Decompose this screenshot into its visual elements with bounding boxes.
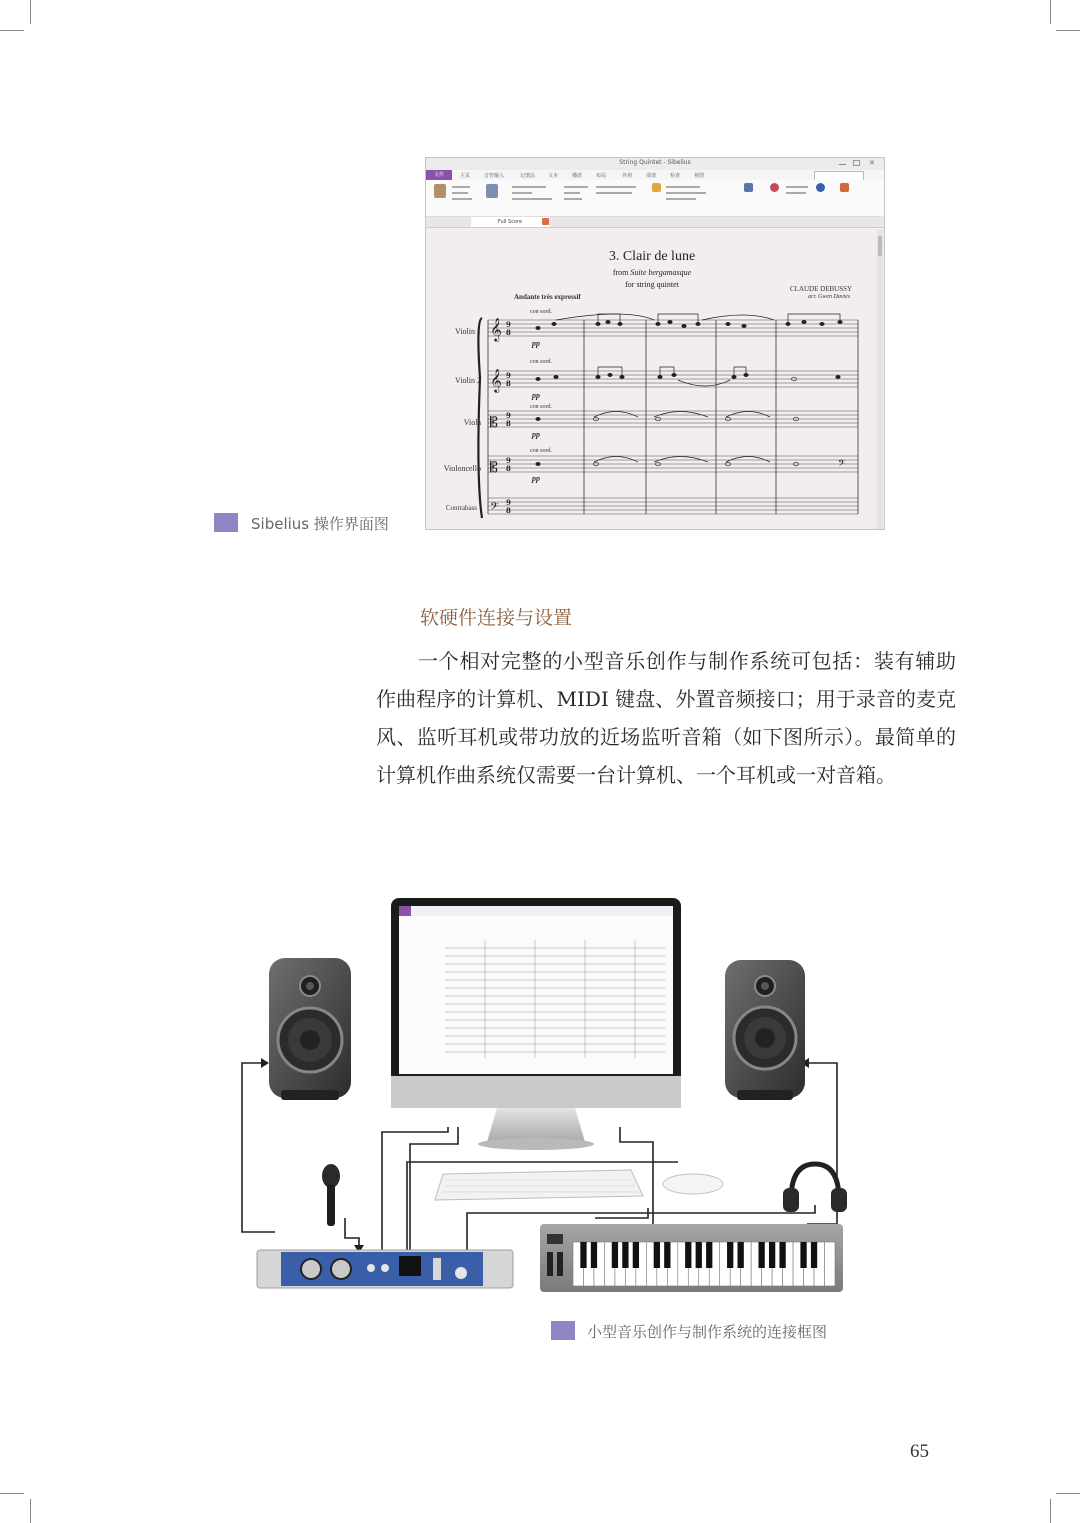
left-speaker [269,958,351,1100]
ribbon-label [564,198,582,200]
crop-mark [1050,1499,1051,1523]
con-sord-label: con sord. [530,359,552,365]
ribbon-label [666,198,696,200]
instrument-name: Contrabass [445,504,477,512]
ribbon-toolbar [426,180,884,217]
black-key [758,1242,764,1268]
page-number: 65 [910,1441,929,1462]
window-title: String Quintet - Sibelius [619,159,691,166]
subtitle-from: from [612,268,629,277]
ribbon-tabs [426,170,884,180]
svg-text:8: 8 [506,328,511,337]
barlines [488,320,858,514]
black-key [696,1242,702,1268]
svg-text:𝄢: 𝄢 [838,458,846,471]
ribbon-label [596,192,632,194]
section-heading: 软硬件连接与设置 [420,607,573,629]
clefs [490,317,502,516]
black-key [769,1242,775,1268]
close-icon: ✕ [869,159,875,167]
info-icon [816,183,825,192]
crop-mark [0,1493,24,1494]
black-key [580,1242,586,1268]
crop-mark [30,0,31,24]
document-tab-bar [426,217,884,228]
svg-text:9: 9 [506,371,511,380]
black-key [727,1242,733,1268]
audio-interface [257,1250,513,1288]
score-title: 3. Clair de lune [608,249,696,264]
right-speaker [725,960,805,1100]
microphone [322,1164,340,1226]
svg-text:𝄡: 𝄡 [490,415,498,431]
ribbon-label [512,192,532,194]
computer-keyboard [435,1170,643,1200]
black-keys [580,1242,817,1268]
subtitle-work: Suite bergamasque [630,268,692,277]
ribbon-label [786,192,806,194]
menu-item: 记谱法 [520,173,536,179]
ribbon-label [564,192,580,194]
file-tab: 文件 [426,170,452,180]
svg-text:9: 9 [506,498,511,507]
scroll-thumb [878,236,882,256]
black-key [800,1242,806,1268]
ribbon-label [452,198,472,200]
menu-item: 文本 [548,173,559,179]
svg-text:9: 9 [506,320,511,329]
crop-mark [30,1499,31,1523]
composer: CLAUDE DEBUSSY [790,285,853,293]
black-key [685,1242,691,1268]
dynamic-marking: pp [532,430,540,439]
menu-item: 部谱 [646,173,657,179]
dynamic-marking: pp [532,474,540,483]
menu-item: 音符输入 [484,173,505,179]
menu-item: 主页 [460,173,471,179]
con-sord-label: con sord. [530,404,552,410]
ribbon-label [512,186,546,188]
black-key [633,1242,639,1268]
crop-mark [0,30,24,31]
sibelius-screenshot [425,157,885,530]
menu-item: 播放 [572,173,583,179]
figure-caption: Sibelius 操作界面图 [251,515,389,533]
paragraph-text: 一个相对完整的小型音乐创作与制作系统可包括：装有辅助作曲程序的计算机、MIDI 键盘、外置音频接口；用于录音的麦克风、监听耳机或带功放的近场监听音箱（如下图所示）。最简单的计算机作曲系统仅需要一台计算机、一个耳机或一对音箱。 [376,649,956,787]
notes-lower-strings [536,412,845,472]
crop-mark [1056,1493,1080,1494]
instrument-name: Violoncello [443,464,481,473]
ribbon-label [786,186,808,188]
ribbon-label [564,186,588,188]
crop-mark [1050,0,1051,24]
ribbon-label [512,198,552,200]
ribbon-label [452,186,470,188]
ribbon-label [596,186,636,188]
white-key [825,1242,835,1286]
black-key [612,1242,618,1268]
svg-text:𝄞: 𝄞 [490,368,502,392]
caption-marker [214,513,238,532]
computer-monitor [391,898,681,1150]
black-key [664,1242,670,1268]
svg-text:8: 8 [506,379,511,388]
minimize-icon [839,160,846,165]
instrument-name: Viola [463,418,481,427]
svg-text:𝄡: 𝄡 [490,460,498,476]
black-key [654,1242,660,1268]
caption-marker [551,1321,575,1340]
score-page [426,228,878,530]
svg-text:𝄢: 𝄢 [490,501,499,516]
con-sord-label: con sord. [530,448,552,454]
dynamic-marking: pp [532,391,540,400]
paste-icon [434,184,446,198]
body-paragraph [376,642,956,794]
properties-icon [840,183,849,192]
figure-caption: 小型音乐创作与制作系统的连接框图 [587,1323,828,1341]
maximize-icon [853,160,860,166]
instrument-name: Violin 2 [455,376,481,385]
mouse [663,1174,723,1194]
notes-violin1 [536,314,842,330]
staff-lines [488,320,858,514]
color-wheel-icon [770,183,779,192]
black-key [811,1242,817,1268]
con-sord-label: con sord. [530,309,552,315]
ribbon-label [666,186,700,188]
svg-text:8: 8 [506,464,511,473]
black-key [591,1242,597,1268]
black-key [706,1242,712,1268]
svg-text:8: 8 [506,506,511,515]
score-subtitle-for: for string quintet [625,280,679,289]
time-signatures [506,320,511,515]
system-bracket [478,318,482,518]
menu-item: 视图 [694,173,705,179]
menu-item: 外观 [622,173,633,179]
svg-text:9: 9 [506,456,511,465]
black-key [738,1242,744,1268]
ribbon-label [666,192,706,194]
instrument-name: Violin 1 [455,327,481,336]
svg-text:8: 8 [506,419,511,428]
close-tab-icon [542,218,549,225]
menu-item: 检查 [670,173,681,179]
black-key [622,1242,628,1268]
select-icon [486,184,498,198]
staff-systems [426,228,878,530]
ribbon-label [452,192,468,194]
setup-diagram [235,880,875,1300]
instrument-icon [744,183,753,192]
tempo-marking: Andante très expressif [514,293,581,301]
midi-keyboard [540,1224,843,1292]
dynamic-marking: pp [532,339,540,348]
black-key [779,1242,785,1268]
menu-item: 布局 [596,173,607,179]
filter-icon [652,183,661,192]
svg-text:9: 9 [506,411,511,420]
crop-mark [1056,30,1080,31]
svg-text:𝄞: 𝄞 [490,317,502,341]
tab-full-score: Full Score [471,217,549,227]
arranger: arr. Gwen Davies [808,294,851,300]
